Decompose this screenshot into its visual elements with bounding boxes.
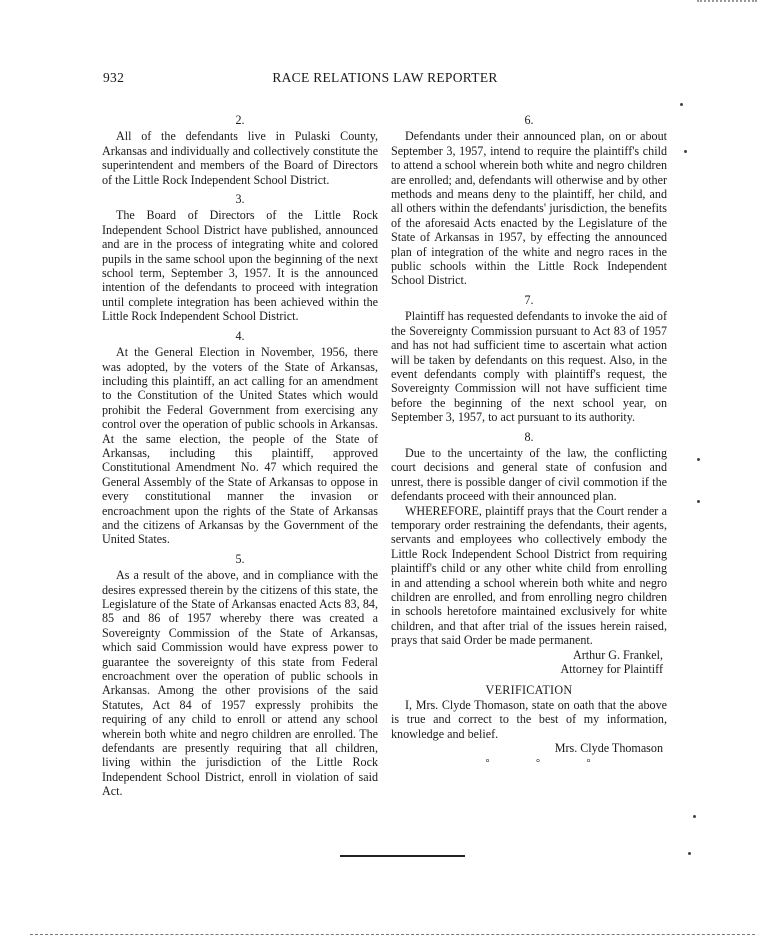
section-5 [102,552,378,799]
section-number: 3. [235,192,245,207]
section-6 [391,113,667,288]
section-4 [102,329,378,547]
section-text: All of the defendants live in Pulaski County, Arkansas and individually and collectively constitute the superintendent and members of the Board of Directors of the Little Rock Independent School District. [102,129,378,187]
section-7 [391,293,667,425]
verification-heading: VERIFICATION [485,683,573,698]
section-2 [102,113,378,187]
scan-speck [697,458,700,461]
section-number: 7. [524,292,534,307]
prayer-for-relief: WHEREFORE, plaintiff prays that the Court render a temporary order restraining the defendants, their agents, servants and employees who collectively embody the Little Rock Independent School District from requiring plaintiff's child or any other white child from enrolling in and attending a school wherein both white and negro children are enrolled, and from enrolling negro children in schools heretofore maintained exclusively for white children, and that after trial of the issues herein raised, prays that said Order be made permanent. [391,503,667,648]
section-text: Plaintiff has requested defendants to invoke the aid of the Sovereignty Commission pursuant to Act 83 of 1957 and has not had sufficient time to ascertain what action will be taken by defendants on this request. Also, in the event defendants comply with plaintiff's request, the Sovereignty Commission will not have sufficient time before the beginning of the next school year, on September 3, 1957, to act pursuant to its authority. [391,309,667,425]
verification-signer: Mrs. Clyde Thomason [554,741,663,756]
section-text: Due to the uncertainty of the law, the conflicting court decisions and general state of confusion and unrest, there is possible danger of civil commotion if the defendants proceed with their announced plan. [391,445,667,504]
bottom-scan-edge [30,934,755,935]
scan-speck [680,103,683,106]
section-number: 6. [524,113,534,127]
attorney-name: Arthur G. Frankel, [572,647,663,662]
scan-speck [697,500,700,503]
verification-text: I, Mrs. Clyde Thomason, state on oath that the above is true and correct to the best of my information, knowledge and belief. [391,697,667,741]
section-8 [391,430,667,504]
attorney-role: Attorney for Plaintiff [560,662,663,677]
section-3 [102,192,378,324]
left-column [102,113,378,799]
end-rule [340,855,465,857]
top-edge-dots [697,0,757,6]
scan-speck [688,852,691,855]
running-title: RACE RELATIONS LAW REPORTER [272,70,498,85]
right-column [391,113,667,772]
section-number: 4. [235,328,245,343]
page-number: 932 [103,70,125,85]
section-text: The Board of Directors of the Little Rock Independent School District have published, announced and are in the process of integrating white and colored pupils in the same school upon the beginning of the next school term, September 3, 1957. It is the announced intention of the defendants to proceed with integration until complete integration has been achieved within the Little Rock Independent School District. [102,208,378,324]
section-number: 5. [235,551,245,566]
section-number: 8. [524,429,534,444]
scan-speck [693,815,696,818]
page-header [103,70,667,90]
end-ornament: ° ° ° [485,758,613,770]
scan-speck [684,150,687,153]
section-text: As a result of the above, and in compliance with the desires expressed therein by the citizens of this state, the Legislature of the State of Arkansas enacted Acts 83, 84, 85 and 86 of 1957 whereby there was created a Sovereignty Commission of the State of Arkansas, which said Commission would have express power to guarantee the sovereignty of this state from Federal encroachment over the operation of public schools in Arkansas. Among the other provisions of the said Statutes, Act 84 of 1957 expressly prohibits the requiring of any child to enroll or attend any school wherein both white and negro children are enrolled. The defendants are presently requiring that all children, living within the jurisdiction of the Little Rock Independent School District, enroll in violation of said Act. [102,568,378,799]
section-number: 2. [235,113,245,127]
section-text: At the General Election in November, 1956, there was adopted, by the voters of the State of Arkansas, including this plaintiff, an act calling for an amendment to the Constitution of the United States which would prohibit the Federal Government from exercising any control over the operation of public schools in Arkansas. At the same election, the people of the State of Arkansas, including this plaintiff, approved Constitutional Amendment No. 47 which required the General Assembly of the State of Arkansas to oppose in every constitutional manner the invasion or encroachment upon the rights of the State of Arkansas and the citizens of Arkansas by the Government of the United States. [102,345,378,547]
section-text: Defendants under their announced plan, on or about September 3, 1957, intend to require the plaintiff's child to attend a school wherein both white and negro children are enrolled; and, defendants will otherwise and by other methods and means deny to the plaintiff, her child, and all others within the defendants' jurisdiction, the benefits of the aforesaid Acts enacted by the Legislature of the State of Arkansas in 1957, by effecting the announced plan of integration of the white and negro races in the public schools within the Little Rock Independent School District. [391,129,667,288]
